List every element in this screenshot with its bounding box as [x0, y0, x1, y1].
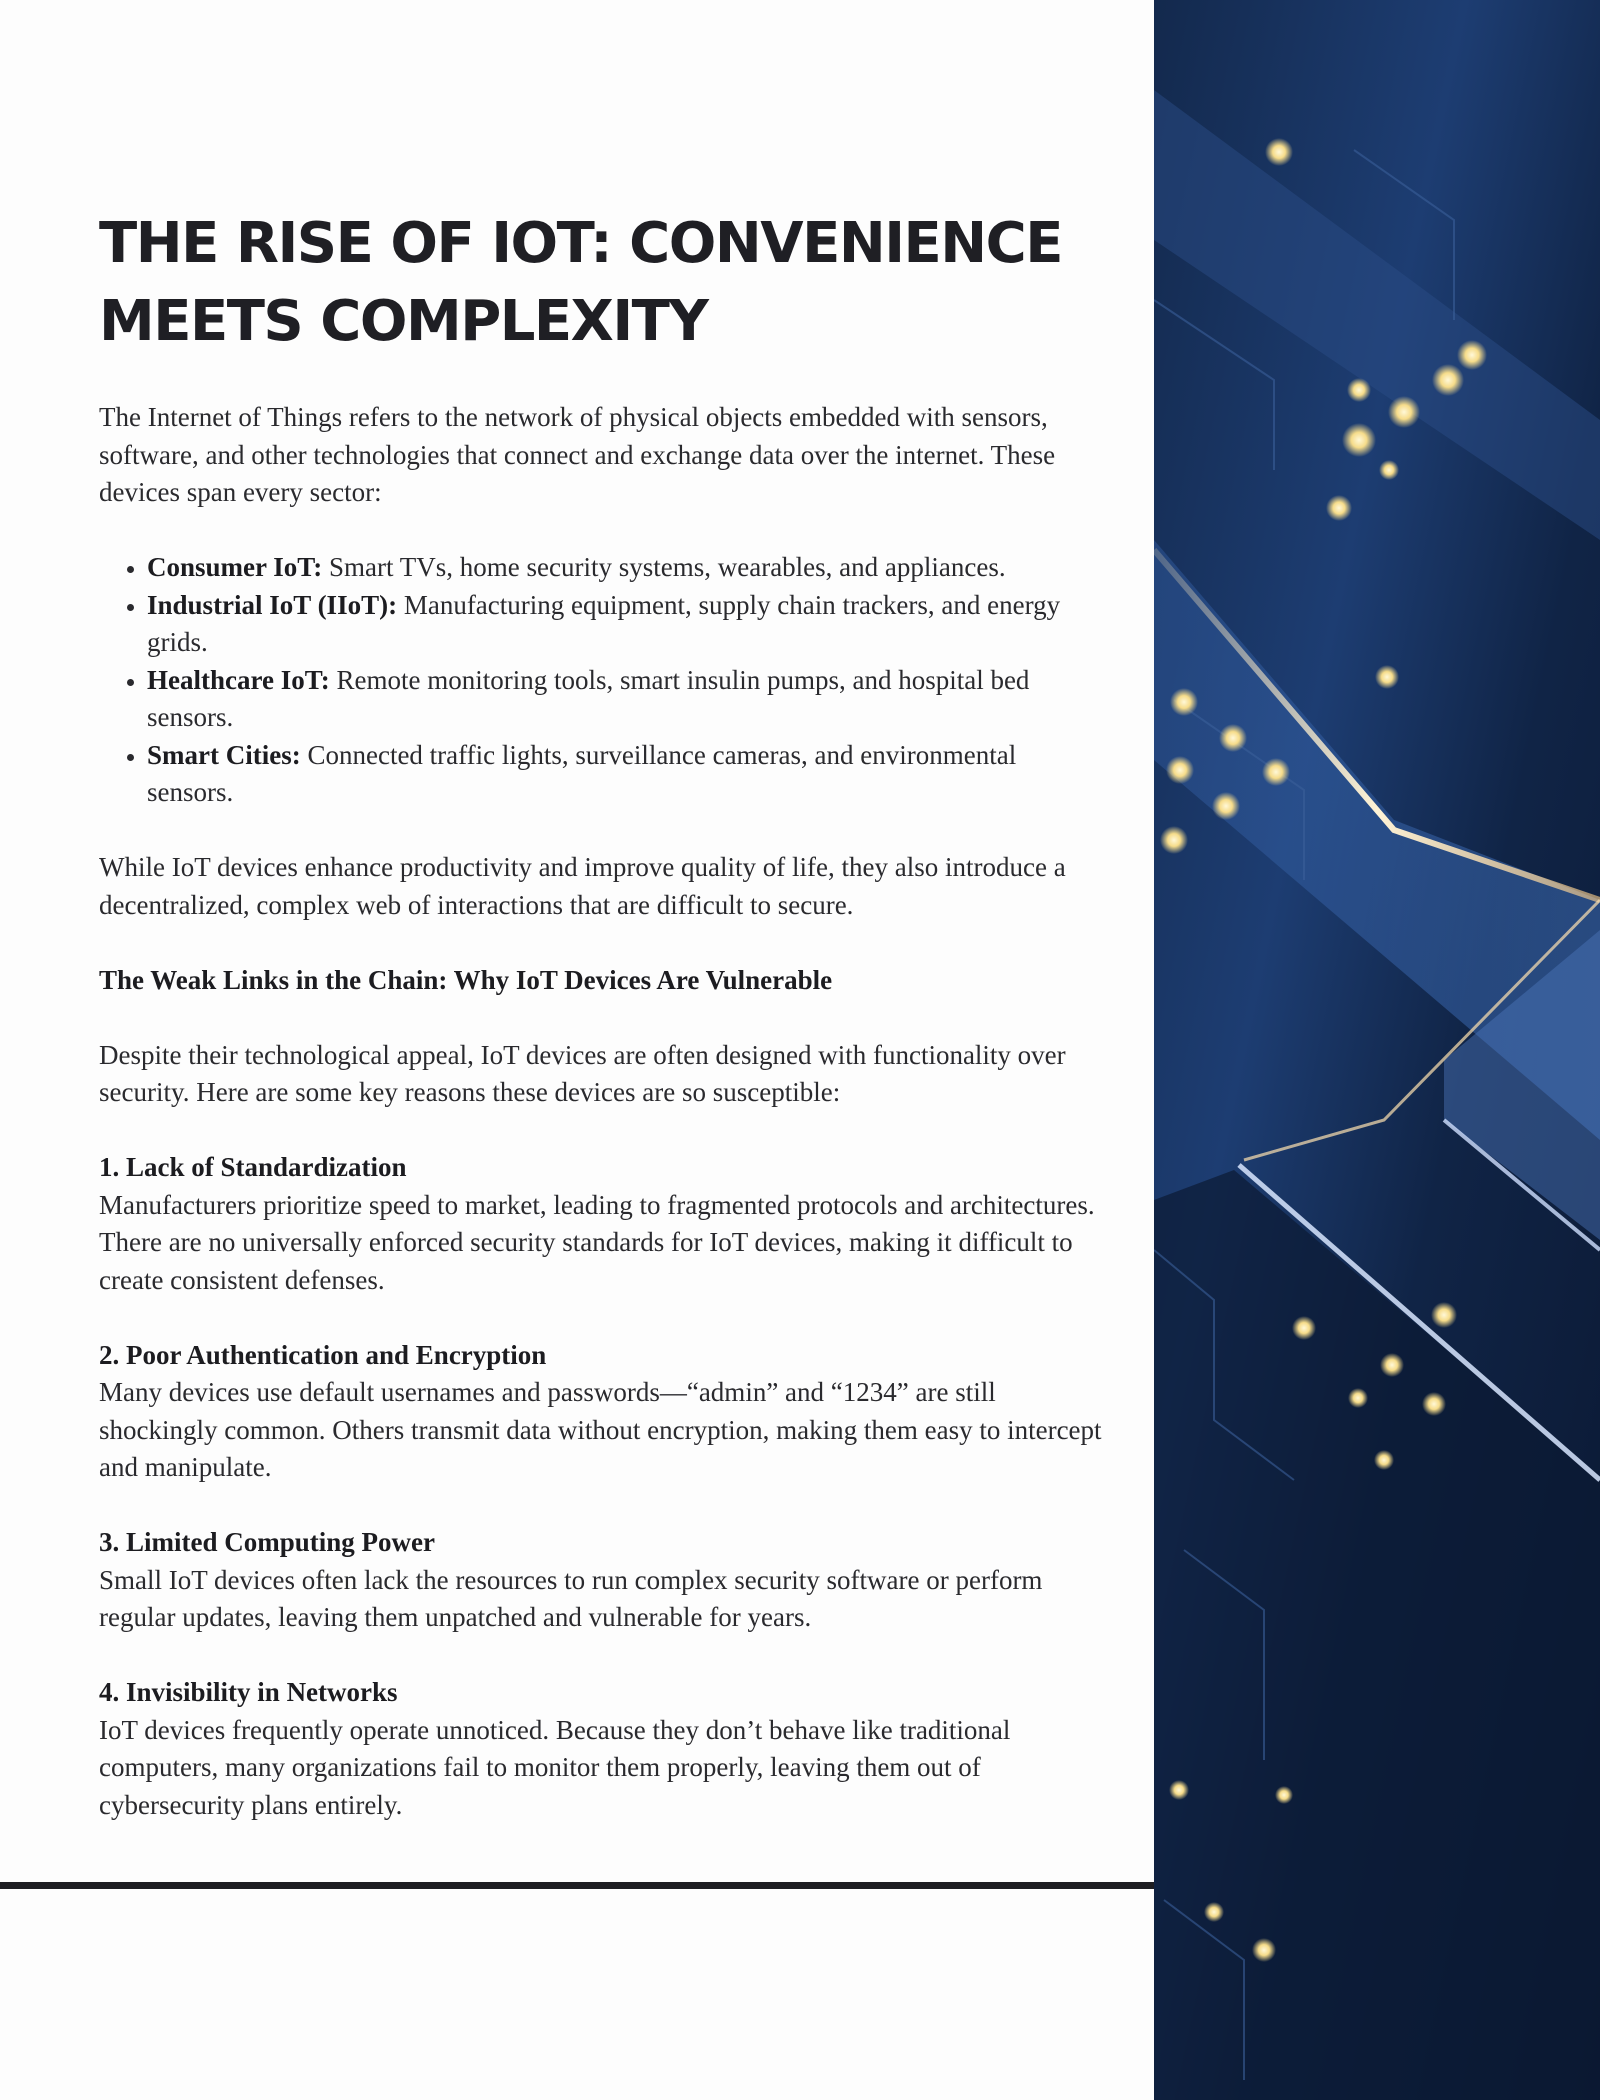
vulnerability-point [99, 1337, 1109, 1487]
point-title: 3. Limited Computing Power [99, 1527, 435, 1557]
list-item-label: Consumer IoT: [147, 552, 323, 582]
point-text: Many devices use default usernames and passwords—“admin” and “1234” are still shockingly common. Others transmit data without encryption, making them easy to intercept and manipulate. [99, 1377, 1102, 1482]
point-title: 4. Invisibility in Networks [99, 1677, 398, 1707]
section-intro: Despite their technological appeal, IoT devices are often designed with functionality over security. Here are some key reasons these devices are so susceptible: [99, 1039, 1066, 1107]
article [99, 205, 1109, 1862]
page-title: THE RISE OF IOT: CONVENIENCE MEETS COMPLEXITY [99, 211, 1063, 354]
list-item [147, 587, 1109, 662]
list-item [147, 737, 1109, 812]
footer-divider [0, 1882, 1154, 1889]
sector-list [99, 549, 1109, 812]
list-item-label: Industrial IoT (IIoT): [147, 589, 398, 620]
intro-paragraph: The Internet of Things refers to the network of physical objects embedded with sensors, software, and other technologies that connect and exchange data over the internet. These devices span every sector: [99, 402, 1056, 507]
point-text: Small IoT devices often lack the resources to run complex security software or perform regular updates, leaving them unpatched and vulnerable for years. [99, 1564, 1043, 1632]
list-item-text: Connected traffic lights, surveillance cameras, and environmental sensors. [147, 739, 1017, 807]
vulnerability-point [99, 1524, 1109, 1637]
list-item-label: Smart Cities: [147, 739, 301, 770]
list-item-text: Smart TVs, home security systems, wearables, and appliances. [322, 552, 1006, 582]
section-title: The Weak Links in the Chain: Why IoT Devices Are Vulnerable [99, 964, 833, 995]
list-item [147, 662, 1109, 737]
point-text: IoT devices frequently operate unnoticed. Because they don’t behave like traditional computers, many organizations fail to monitor them properly, leaving them out of cybersecurity plans entirely. [99, 1714, 1011, 1820]
closing-paragraph: While IoT devices enhance productivity and improve quality of life, they also introduce a decentralized, complex web of interactions that are difficult to secure. [99, 852, 1066, 920]
circuit-board-image [1154, 0, 1600, 2100]
list-item-label: Healthcare IoT: [147, 664, 330, 695]
list-item [147, 549, 1109, 587]
list-item-text: Manufacturing equipment, supply chain trackers, and energy grids. [147, 589, 1061, 657]
vulnerability-point [99, 1149, 1109, 1299]
point-text: Manufacturers prioritize speed to market, leading to fragmented protocols and architectures. There are no universally enforced security standards for IoT devices, making it difficult to create consistent defenses. [99, 1189, 1095, 1295]
point-title: 2. Poor Authentication and Encryption [99, 1339, 547, 1370]
vulnerability-point [99, 1674, 1109, 1824]
point-title: 1. Lack of Standardization [99, 1152, 407, 1182]
list-item-text: Remote monitoring tools, smart insulin pumps, and hospital bed sensors. [147, 664, 1030, 732]
